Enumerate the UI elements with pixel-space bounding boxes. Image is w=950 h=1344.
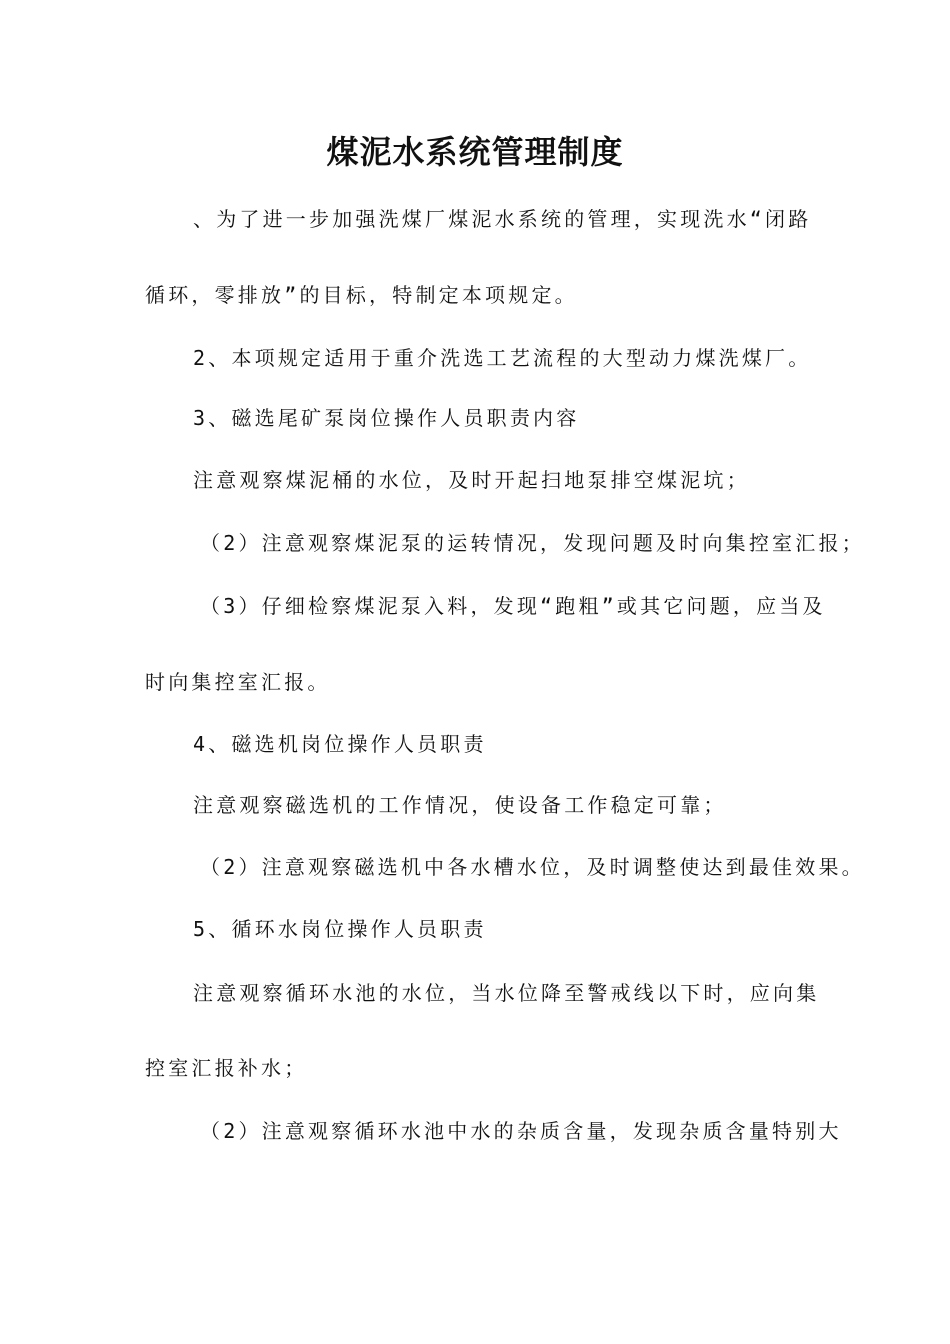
section-3-item-3-line-2: 时向集控室汇报。 <box>145 670 331 694</box>
section-3-item-2: （2）注意观察煤泥泵的运转情况，发现问题及时向集控室汇报； <box>200 531 865 555</box>
section-5-item-1-line-2: 控室汇报补水； <box>145 1056 308 1080</box>
section-4-item-1: 注意观察磁选机的工作情况，使设备工作稳定可靠； <box>193 793 727 817</box>
paragraph-1-line-2: 循环，零排放”的目标，特制定本项规定。 <box>145 283 578 307</box>
section-3-item-3-line-1: （3）仔细检察煤泥泵入料，发现“跑粗”或其它问题，应当及 <box>200 594 826 618</box>
document-title: 煤泥水系统管理制度 <box>326 133 624 171</box>
section-5-item-2: （2）注意观察循环水池中水的杂质含量，发现杂质含量特别大 <box>200 1119 842 1143</box>
section-3-item-1: 注意观察煤泥桶的水位，及时开起扫地泵排空煤泥坑； <box>193 468 750 492</box>
section-4-item-2: （2）注意观察磁选机中各水槽水位，及时调整使达到最佳效果。 <box>200 855 865 879</box>
section-4-heading: 4、磁选机岗位操作人员职责 <box>193 732 487 756</box>
section-3-heading: 3、磁选尾矿泵岗位操作人员职责内容 <box>193 406 580 430</box>
paragraph-1-line-1: 、为了进一步加强洗煤厂煤泥水系统的管理，实现洗水“闭路 <box>193 207 812 231</box>
section-5-heading: 5、循环水岗位操作人员职责 <box>193 917 487 941</box>
section-5-item-1-line-1: 注意观察循环水池的水位，当水位降至警戒线以下时，应向集 <box>193 981 820 1005</box>
paragraph-2: 2、本项规定适用于重介洗选工艺流程的大型动力煤洗煤厂。 <box>193 346 812 370</box>
